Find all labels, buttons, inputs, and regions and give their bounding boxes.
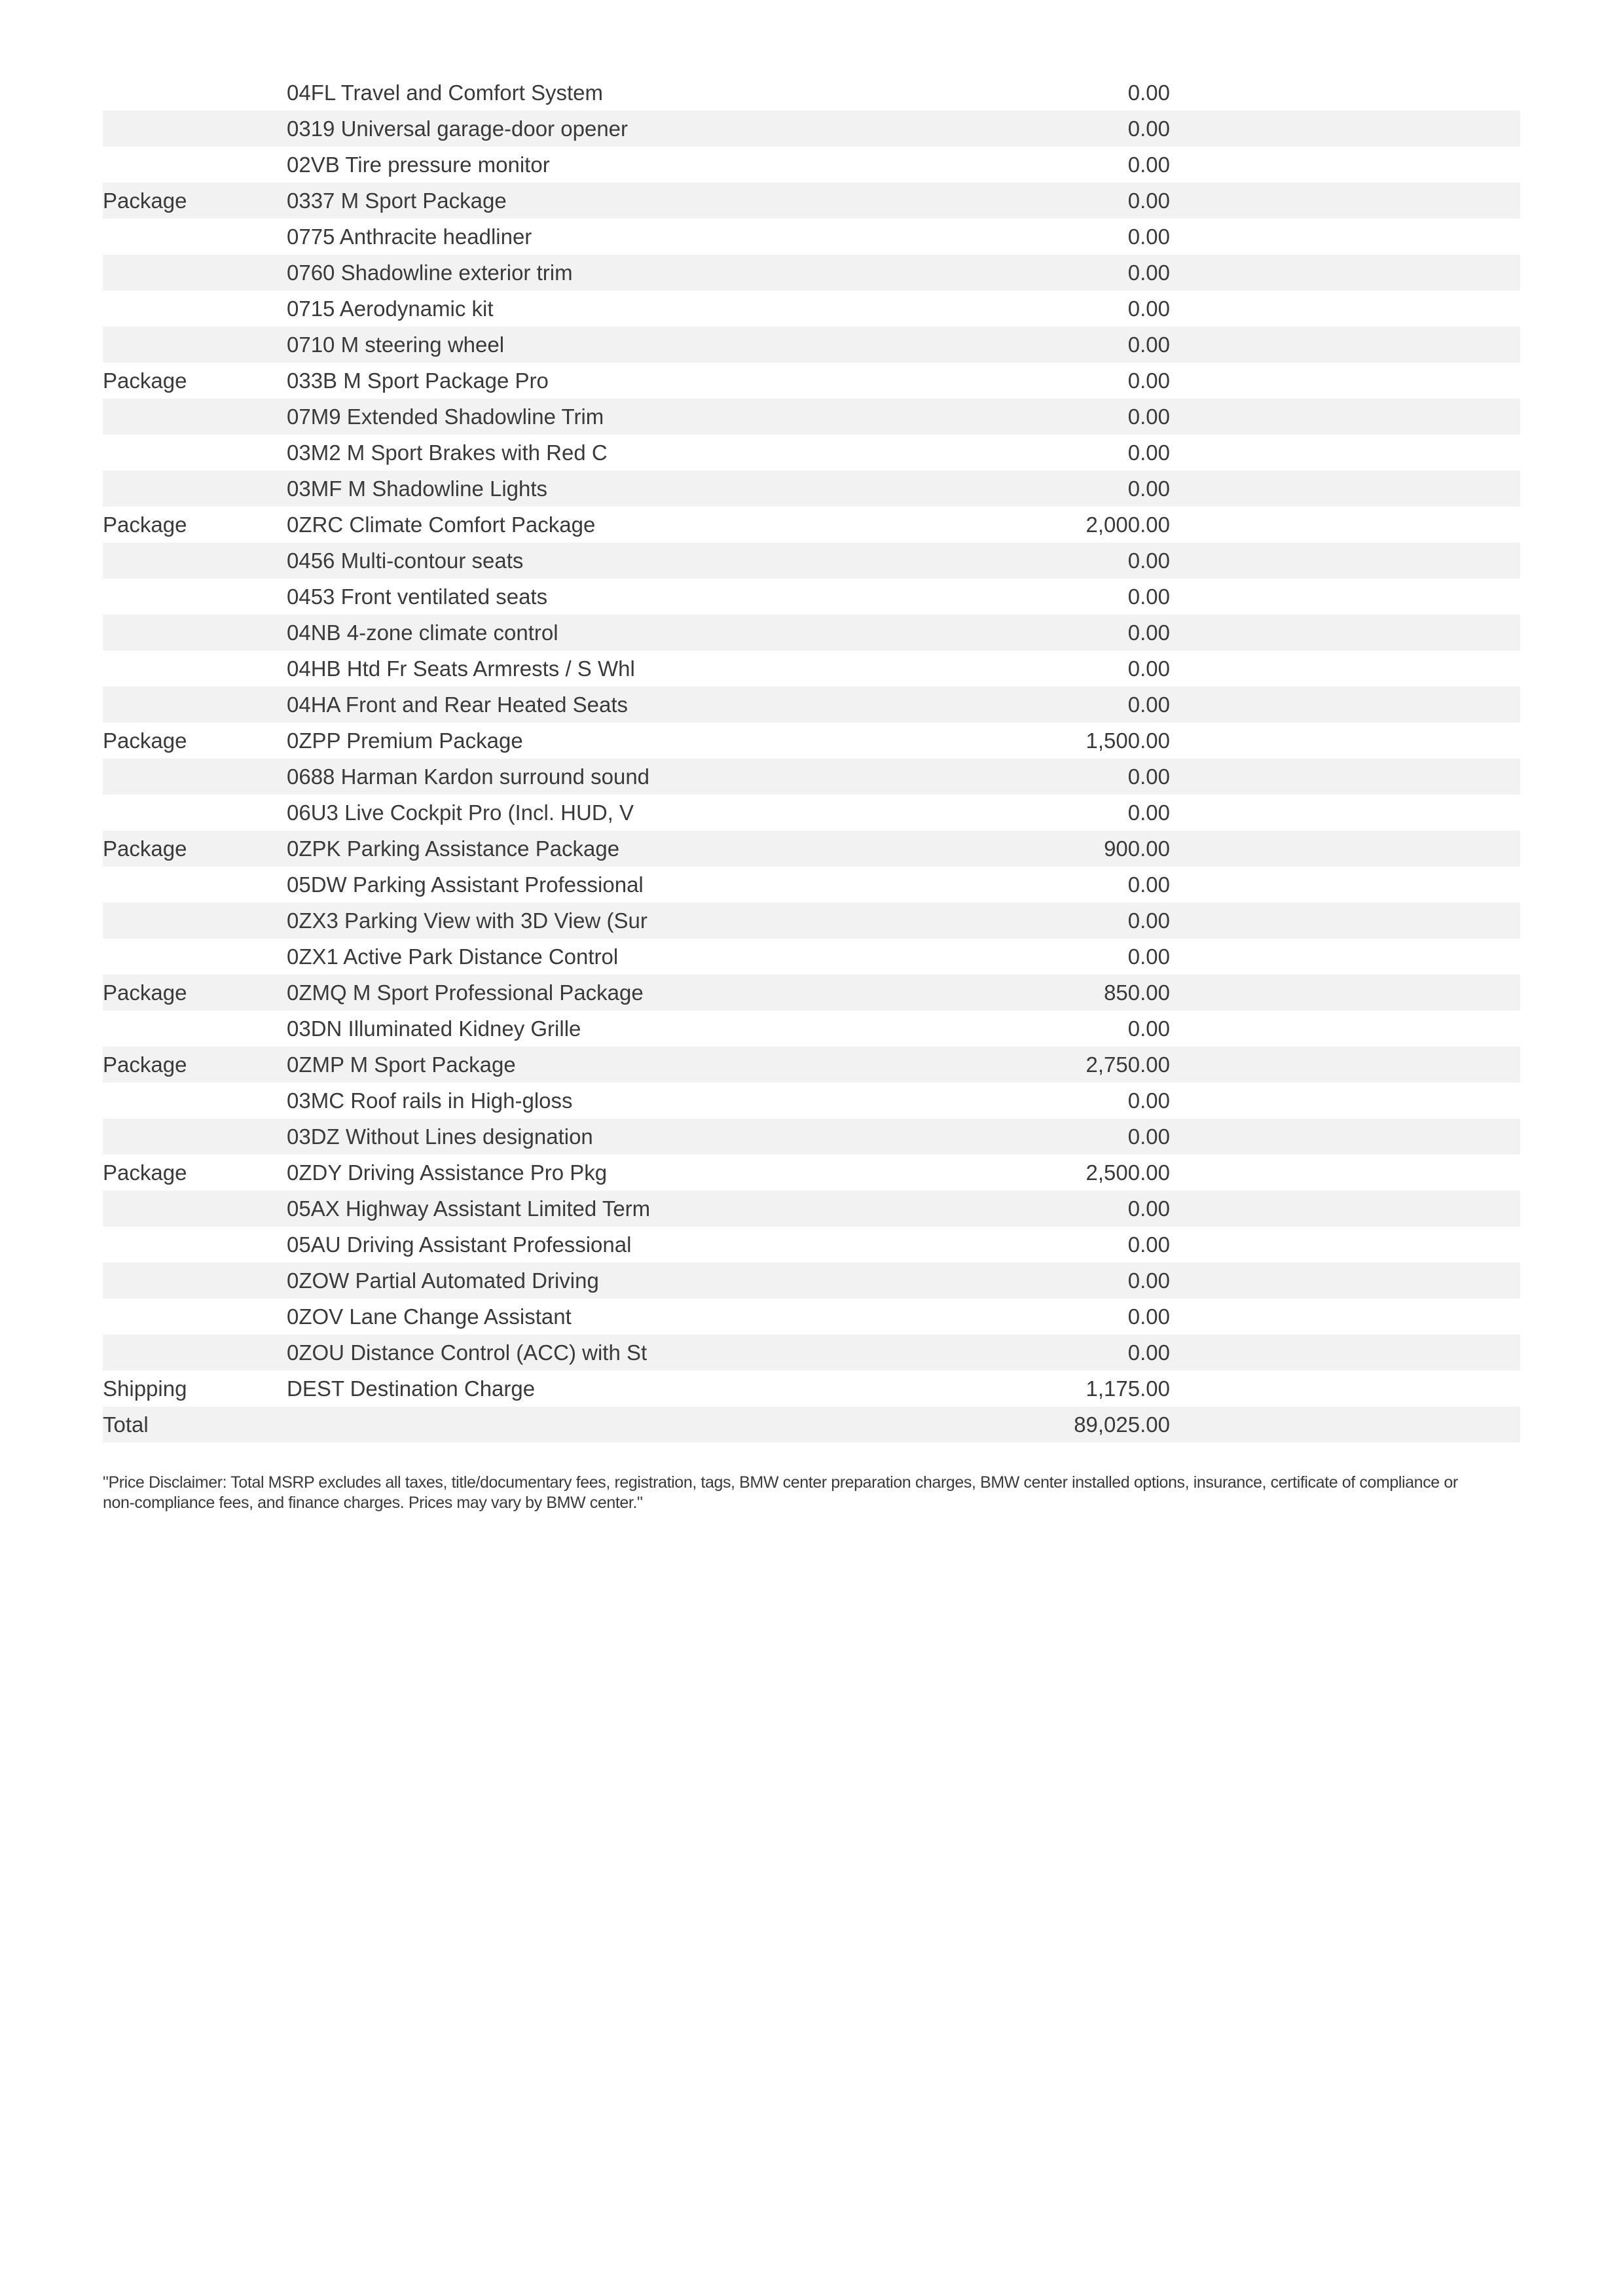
category-cell: [103, 219, 287, 255]
table-row: [103, 1047, 1520, 1083]
option-description: M Sport Brakes with Red C: [346, 440, 608, 465]
item-cell: [287, 327, 909, 363]
item-cell: [287, 363, 909, 399]
option-description: Illuminated Kidney Grille: [348, 1016, 581, 1041]
option-description: Climate Comfort Package: [349, 512, 596, 537]
option-description: M Shadowline Lights: [348, 476, 548, 501]
category-cell: Package: [103, 512, 187, 537]
item-cell: [287, 75, 909, 111]
price-cell: 0.00: [1127, 800, 1170, 825]
table-row: [103, 363, 1520, 399]
option-description: Parking Assistant Professional: [352, 872, 644, 897]
item-cell: [287, 1011, 909, 1047]
table-row: [103, 615, 1520, 651]
option-description: Roof rails in High-gloss: [350, 1088, 573, 1113]
option-description: Partial Automated Driving: [355, 1268, 599, 1293]
option-description: Driving Assistance Pro Pkg: [347, 1160, 608, 1185]
table-row: [103, 975, 1520, 1011]
price-cell: 0.00: [1127, 1340, 1170, 1365]
table-row: [103, 471, 1520, 507]
option-code: 0ZOU: [287, 1340, 345, 1365]
category-cell: Package: [103, 980, 187, 1005]
table-row: [103, 1299, 1520, 1335]
category-cell: [103, 795, 287, 831]
option-description: Premium Package: [346, 728, 523, 753]
category-cell: [103, 1227, 287, 1263]
option-code: 0ZX1: [287, 944, 338, 969]
table-row: [103, 147, 1520, 183]
price-cell: 0.00: [1127, 1304, 1170, 1329]
item-cell: [287, 723, 909, 759]
filler-cell: [1170, 147, 1520, 183]
price-cell: 0.00: [1127, 224, 1170, 249]
table-row: [103, 651, 1520, 687]
table-row: [103, 1371, 1520, 1407]
price-cell: 0.00: [1127, 944, 1170, 969]
category-cell: [103, 687, 287, 723]
price-cell: 0.00: [1127, 1268, 1170, 1293]
table-row: [103, 867, 1520, 903]
option-description: M Sport Professional Package: [352, 980, 644, 1005]
option-description: Htd Fr Seats Armrests / S Whl: [346, 656, 635, 681]
option-description: 4-zone climate control: [346, 620, 558, 645]
options-price-table: [103, 75, 1520, 1443]
table-row: [103, 399, 1520, 435]
item-cell: [287, 291, 909, 327]
table-row: [103, 507, 1520, 543]
item-cell: [287, 1119, 909, 1155]
category-cell: Shipping: [103, 1376, 187, 1401]
category-cell: [103, 471, 287, 507]
option-code: 0ZMQ: [287, 980, 347, 1005]
item-cell: [287, 579, 909, 615]
option-code: 0ZMP: [287, 1052, 344, 1077]
filler-cell: [1170, 1407, 1520, 1443]
filler-cell: [1170, 1119, 1520, 1155]
price-cell: 0.00: [1127, 620, 1170, 645]
option-code: 0710: [287, 332, 335, 357]
category-cell: [103, 1191, 287, 1227]
option-description: Universal garage-door opener: [340, 116, 629, 141]
price-cell: 0.00: [1127, 1196, 1170, 1221]
filler-cell: [1170, 651, 1520, 687]
category-cell: [103, 903, 287, 939]
category-cell: Package: [103, 188, 187, 213]
option-description: Front ventilated seats: [340, 584, 548, 609]
filler-cell: [1170, 975, 1520, 1011]
price-cell: 0.00: [1127, 1016, 1170, 1041]
price-cell: 0.00: [1127, 404, 1170, 429]
filler-cell: [1170, 903, 1520, 939]
option-description: Multi-contour seats: [340, 548, 524, 573]
item-cell: [287, 795, 909, 831]
filler-cell: [1170, 687, 1520, 723]
option-code: 0ZPP: [287, 728, 340, 753]
vehicle-options-page: [103, 75, 1520, 1513]
item-cell: [287, 1155, 909, 1191]
option-code: 04HB: [287, 656, 341, 681]
category-cell: [103, 147, 287, 183]
option-code: 02VB: [287, 152, 340, 177]
filler-cell: [1170, 111, 1520, 147]
price-cell: 0.00: [1127, 872, 1170, 897]
option-description: Driving Assistant Professional: [346, 1232, 632, 1257]
item-cell: [287, 1299, 909, 1335]
option-description: Without Lines designation: [345, 1124, 593, 1149]
option-description: Highway Assistant Limited Term: [345, 1196, 651, 1221]
category-cell: [103, 1011, 287, 1047]
option-description: M Sport Package Pro: [343, 368, 549, 393]
filler-cell: [1170, 1011, 1520, 1047]
category-cell: [103, 399, 287, 435]
option-code: 0ZPK: [287, 836, 341, 861]
option-description: Harman Kardon surround sound: [340, 764, 650, 789]
price-cell: 0.00: [1127, 152, 1170, 177]
option-code: DEST: [287, 1376, 344, 1401]
table-row: [103, 723, 1520, 759]
table-row: [103, 1155, 1520, 1191]
option-description: Extended Shadowline Trim: [346, 404, 604, 429]
filler-cell: [1170, 939, 1520, 975]
category-cell: Package: [103, 836, 187, 861]
filler-cell: [1170, 1047, 1520, 1083]
filler-cell: [1170, 1335, 1520, 1371]
category-cell: [103, 435, 287, 471]
table-row: [103, 255, 1520, 291]
option-code: 03M2: [287, 440, 341, 465]
category-cell: [103, 291, 287, 327]
price-cell: 0.00: [1127, 476, 1170, 501]
option-code: 05AX: [287, 1196, 340, 1221]
filler-cell: [1170, 759, 1520, 795]
option-code: 0715: [287, 296, 335, 321]
option-code: 0775: [287, 224, 335, 249]
item-cell: [287, 867, 909, 903]
table-row: [103, 939, 1520, 975]
item-cell: [287, 831, 909, 867]
option-code: 0ZX3: [287, 908, 338, 933]
option-description: Shadowline exterior trim: [340, 260, 573, 285]
item-cell: [287, 759, 909, 795]
filler-cell: [1170, 615, 1520, 651]
price-cell: 900.00: [1104, 836, 1170, 861]
price-cell: 0.00: [1127, 296, 1170, 321]
option-code: 06U3: [287, 800, 338, 825]
category-cell: [103, 939, 287, 975]
table-row: [103, 1335, 1520, 1371]
price-cell: 1,175.00: [1085, 1376, 1170, 1401]
option-code: 033B: [287, 368, 338, 393]
price-cell: 2,000.00: [1085, 512, 1170, 537]
item-cell: [287, 435, 909, 471]
table-row: [103, 543, 1520, 579]
option-description: M Sport Package: [350, 1052, 516, 1077]
option-code: 05AU: [287, 1232, 341, 1257]
item-cell: [287, 1227, 909, 1263]
category-cell: Total: [103, 1412, 149, 1437]
item-cell: [287, 1335, 909, 1371]
option-code: 0ZOW: [287, 1268, 350, 1293]
filler-cell: [1170, 507, 1520, 543]
table-row: [103, 1227, 1520, 1263]
item-cell: [287, 471, 909, 507]
price-cell: 89,025.00: [1074, 1412, 1170, 1437]
price-cell: 0.00: [1127, 1124, 1170, 1149]
table-row: [103, 1263, 1520, 1299]
category-cell: [103, 1335, 287, 1371]
filler-cell: [1170, 1083, 1520, 1119]
filler-cell: [1170, 1263, 1520, 1299]
category-cell: [103, 255, 287, 291]
item-cell: [287, 651, 909, 687]
options-table-body: [103, 75, 1520, 1443]
filler-cell: [1170, 327, 1520, 363]
price-cell: 0.00: [1127, 692, 1170, 717]
table-row: [103, 1011, 1520, 1047]
option-code: 0ZOV: [287, 1304, 344, 1329]
table-row: [103, 1191, 1520, 1227]
option-description: Distance Control (ACC) with St: [350, 1340, 647, 1365]
table-row: [103, 831, 1520, 867]
filler-cell: [1170, 471, 1520, 507]
price-cell: 1,500.00: [1085, 728, 1170, 753]
category-cell: Package: [103, 728, 187, 753]
item-cell: [287, 687, 909, 723]
category-cell: Package: [103, 1052, 187, 1077]
option-code: 04NB: [287, 620, 341, 645]
category-cell: [103, 1263, 287, 1299]
option-description: M steering wheel: [340, 332, 505, 357]
category-cell: [103, 327, 287, 363]
price-cell: 0.00: [1127, 1088, 1170, 1113]
option-description: Lane Change Assistant: [349, 1304, 572, 1329]
filler-cell: [1170, 1155, 1520, 1191]
table-row: [103, 219, 1520, 255]
price-cell: 0.00: [1127, 764, 1170, 789]
item-cell: [287, 255, 909, 291]
price-cell: 0.00: [1127, 80, 1170, 105]
option-code: 0337: [287, 188, 335, 213]
filler-cell: [1170, 1371, 1520, 1407]
price-cell: 0.00: [1127, 908, 1170, 933]
price-cell: 0.00: [1127, 368, 1170, 393]
option-description: Live Cockpit Pro (Incl. HUD, V: [344, 800, 634, 825]
table-row: [103, 291, 1520, 327]
category-cell: [103, 1299, 287, 1335]
table-row: [103, 759, 1520, 795]
category-cell: [103, 759, 287, 795]
price-cell: 0.00: [1127, 188, 1170, 213]
table-row: [103, 1119, 1520, 1155]
option-code: 0688: [287, 764, 335, 789]
option-description: Parking View with 3D View (Sur: [344, 908, 647, 933]
price-cell: 2,500.00: [1085, 1160, 1170, 1185]
table-row: [103, 111, 1520, 147]
filler-cell: [1170, 1227, 1520, 1263]
table-row: [103, 903, 1520, 939]
price-cell: 0.00: [1127, 1232, 1170, 1257]
option-code: 04HA: [287, 692, 340, 717]
item-cell: [287, 399, 909, 435]
option-code: 04FL: [287, 80, 335, 105]
category-cell: [103, 75, 287, 111]
filler-cell: [1170, 255, 1520, 291]
item-cell: [287, 975, 909, 1011]
option-description: Aerodynamic kit: [339, 296, 494, 321]
item-cell: [287, 615, 909, 651]
option-code: 0760: [287, 260, 335, 285]
filler-cell: [1170, 75, 1520, 111]
table-row: [103, 1083, 1520, 1119]
filler-cell: [1170, 579, 1520, 615]
price-cell: 0.00: [1127, 260, 1170, 285]
item-cell: [287, 1047, 909, 1083]
option-description: Travel and Comfort System: [340, 80, 603, 105]
option-code: 0ZRC: [287, 512, 344, 537]
filler-cell: [1170, 399, 1520, 435]
price-cell: 0.00: [1127, 584, 1170, 609]
price-cell: 0.00: [1127, 332, 1170, 357]
option-description: Destination Charge: [350, 1376, 536, 1401]
category-cell: [103, 1119, 287, 1155]
item-cell: [287, 1407, 909, 1443]
table-row: [103, 327, 1520, 363]
option-description: Active Park Distance Control: [343, 944, 619, 969]
table-row: [103, 1407, 1520, 1443]
category-cell: [103, 651, 287, 687]
filler-cell: [1170, 1191, 1520, 1227]
item-cell: [287, 939, 909, 975]
item-cell: [287, 1191, 909, 1227]
option-description: Tire pressure monitor: [345, 152, 550, 177]
item-cell: [287, 183, 909, 219]
item-cell: [287, 1263, 909, 1299]
option-code: 07M9: [287, 404, 341, 429]
option-code: 0456: [287, 548, 335, 573]
item-cell: [287, 1371, 909, 1407]
filler-cell: [1170, 291, 1520, 327]
category-cell: [103, 867, 287, 903]
item-cell: [287, 111, 909, 147]
option-code: 0453: [287, 584, 335, 609]
option-code: 03DN: [287, 1016, 342, 1041]
option-code: 05DW: [287, 872, 347, 897]
item-cell: [287, 543, 909, 579]
category-cell: [103, 1083, 287, 1119]
filler-cell: [1170, 435, 1520, 471]
table-row: [103, 579, 1520, 615]
category-cell: [103, 615, 287, 651]
item-cell: [287, 507, 909, 543]
item-cell: [287, 147, 909, 183]
option-code: 0319: [287, 116, 335, 141]
price-cell: 0.00: [1127, 116, 1170, 141]
price-cell: 850.00: [1104, 980, 1170, 1005]
option-code: 0ZDY: [287, 1160, 342, 1185]
price-cell: 2,750.00: [1085, 1052, 1170, 1077]
option-code: 03MF: [287, 476, 342, 501]
filler-cell: [1170, 363, 1520, 399]
price-cell: 0.00: [1127, 656, 1170, 681]
category-cell: Package: [103, 368, 187, 393]
filler-cell: [1170, 723, 1520, 759]
item-cell: [287, 903, 909, 939]
category-cell: [103, 543, 287, 579]
filler-cell: [1170, 219, 1520, 255]
filler-cell: [1170, 1299, 1520, 1335]
price-disclaimer-text: "Price Disclaimer: Total MSRP excludes all taxes, title/documentary fees, registration, tags, BMW center preparation charges, BMW center installed options, insurance, certificate of compliance or non-compliance fees, and finance charges. Prices may vary by BMW center.": [103, 1473, 1458, 1512]
option-code: 03MC: [287, 1088, 345, 1113]
option-description: Front and Rear Heated Seats: [345, 692, 628, 717]
filler-cell: [1170, 543, 1520, 579]
filler-cell: [1170, 831, 1520, 867]
price-cell: 0.00: [1127, 548, 1170, 573]
option-description: Parking Assistance Package: [346, 836, 620, 861]
category-cell: Package: [103, 1160, 187, 1185]
filler-cell: [1170, 795, 1520, 831]
filler-cell: [1170, 183, 1520, 219]
table-row: [103, 75, 1520, 111]
table-row: [103, 183, 1520, 219]
option-description: Anthracite headliner: [339, 224, 532, 249]
item-cell: [287, 1083, 909, 1119]
price-cell: 0.00: [1127, 440, 1170, 465]
category-cell: [103, 111, 287, 147]
table-row: [103, 687, 1520, 723]
option-description: M Sport Package: [340, 188, 507, 213]
table-row: [103, 795, 1520, 831]
filler-cell: [1170, 867, 1520, 903]
option-code: 03DZ: [287, 1124, 340, 1149]
item-cell: [287, 219, 909, 255]
category-cell: [103, 579, 287, 615]
table-row: [103, 435, 1520, 471]
